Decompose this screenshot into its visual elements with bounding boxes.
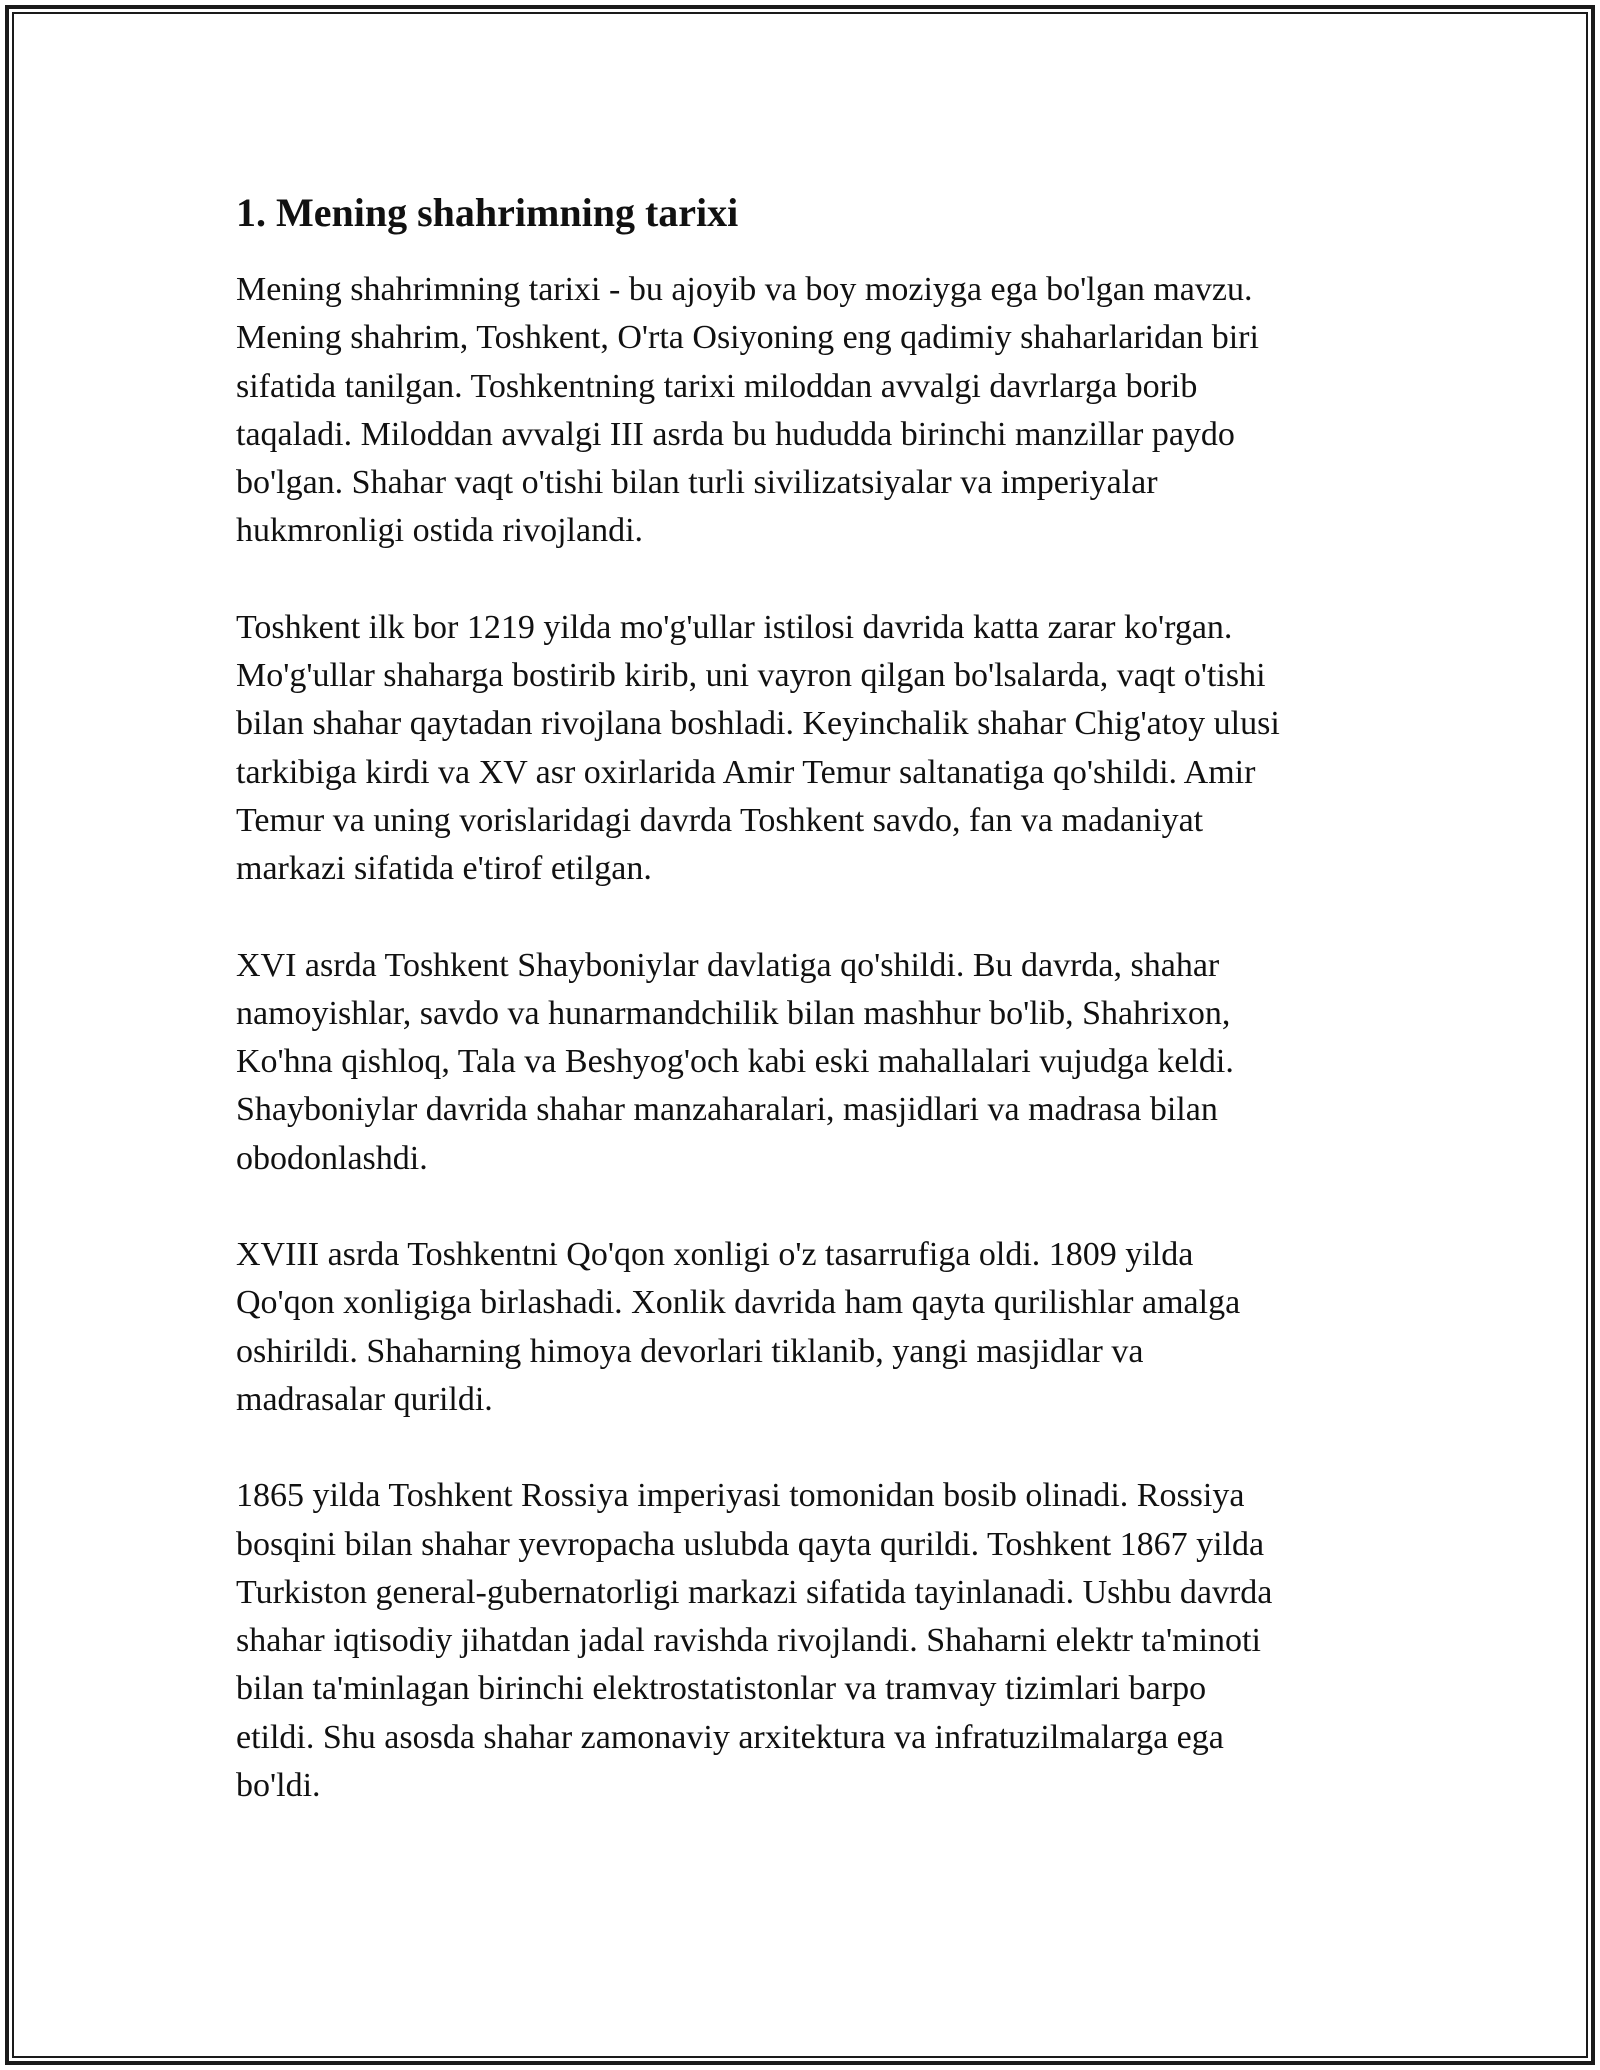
paragraph-5: 1865 yilda Toshkent Rossiya imperiyasi tomonidan bosib olinadi. Rossiya bosqini bilan shahar yevropacha uslubda qayta qurildi. Toshkent 1867 yilda Turkiston general-gubernatorligi markazi sifatida tayinlanadi. Ushbu davrda shahar iqtisodiy jihatdan jadal ravishda rivojlandi. Shaharni elektr ta'minoti bilan ta'minlagan birinchi elektrostatistonlar va tramvay tizimlari barpo etildi. Shu asosda shahar zamonaviy arxitektura va infratuzilmalarga ega bo'ldi.: [236, 1477, 1273, 1805]
paragraph-2: Toshkent ilk bor 1219 yilda mo'g'ullar istilosi davrida katta zarar ko'rgan. Mo'g'ullar shaharga bostirib kirib, uni vayron qilgan bo'lsalarda, vaqt o'tishi bilan shahar qaytadan rivojlana boshladi. Keyinchalik shahar Chig'atoy ulusi tarkibiga kirdi va XV asr oxirlarida Amir Temur saltanatiga qo'shildi. Amir Temur va uning vorislaridagi davrda Toshkent savdo, fan va madaniyat markazi sifatida e'tirof etilgan.: [236, 608, 1280, 888]
paragraph-4: XVIII asrda Toshkentni Qo'qon xonligi o'z tasarrufiga oldi. 1809 yilda Qo'qon xonligiga birlashadi. Xonlik davrida ham qayta qurilishlar amalga oshirildi. Shaharning himoya devorlari tiklanib, yangi masjidlar va madrasalar qurildi.: [236, 1236, 1241, 1418]
document-body: [236, 186, 1376, 1810]
paragraph-1: Mening shahrimning tarixi - bu ajoyib va boy moziyga ega bo'lgan mavzu. Mening shahrim, Toshkent, O'rta Osiyoning eng qadimiy shaharlaridan biri sifatida tanilgan. Toshkentning tarixi miloddan avvalgi davrlarga borib taqaladi. Miloddan avvalgi III asrda bu hududda birinchi manzillar paydo bo'lgan. Shahar vaqt o'tishi bilan turli sivilizatsiyalar va imperiyalar hukmronligi ostida rivojlandi.: [236, 271, 1259, 550]
section-title: 1. Mening shahrimning tarixi: [236, 190, 739, 235]
paragraph-3: XVI asrda Toshkent Shayboniylar davlatiga qo'shildi. Bu davrda, shahar namoyishlar, savdo va hunarmandchilik bilan mashhur bo'lib, Shahrixon, Ko'hna qishloq, Tala va Beshyog'och kabi eski mahallalari vujudga keldi. Shayboniylar davrida shahar manzaharalari, masjidlari va madrasa bilan obodonlashdi.: [236, 946, 1234, 1177]
